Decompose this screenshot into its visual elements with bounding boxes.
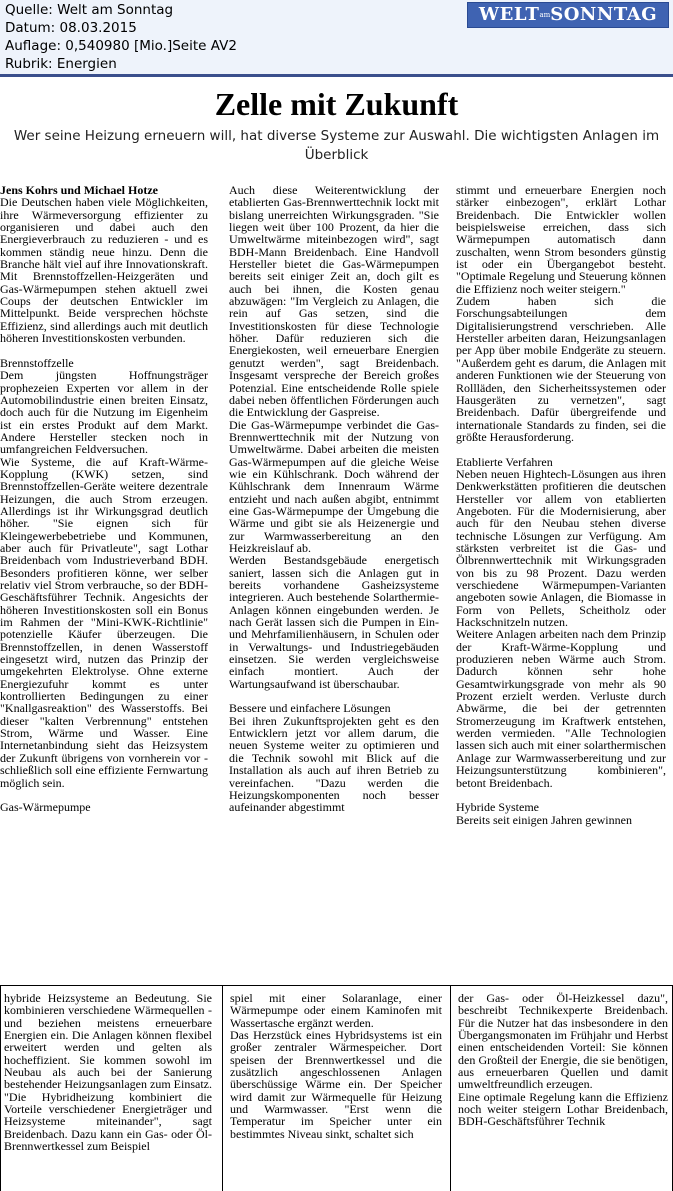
- column-divider: [450, 985, 451, 1191]
- paragraph: spiel mit einer Solaranlage, einer Wärmepumpe oder einem Kaminofen mit Wassertasche ergänzt werden.: [230, 992, 442, 1030]
- paragraph: Werden Bestandsgebäude energetisch saniert, lassen sich die Anlagen gut in bereits vorhandene Gasheizsysteme integrieren. Auch bestehende Solarthermie-Anlagen können eingebunden werden. Je nach Gerät lassen sich die Pumpen in Ein- und Mehrfamilienhäusern, in Schulen oder in Verwaltungs- und Industriegebäuden einsetzen. Sie werden vergleichsweise einfach montiert. Auch der Wartungsaufwand ist überschaubar.: [229, 553, 439, 691]
- section-heading: Brennstoffzelle: [0, 355, 74, 370]
- paragraph: Bei ihren Zukunftsprojekten geht es den Entwicklern jetzt vor allem darum, die neuen Systeme weiter zu optimieren und die Technik sowohl mit Blick auf die Installation als auch auf ihren Betrieb zu vereinfachen. "Dazu werden die Heizungskomponenten noch besser aufeinander abgestimmt: [229, 713, 439, 815]
- logo-word-welt: WELT: [478, 4, 540, 25]
- paragraph: Dem jüngsten Hoffnungsträger prophezeien Experten vor allem in der Automobilindustrie einen breiten Einsatz, doch auch für die Nutzung im Eigenheim ist ein erstes Produkt auf dem Markt. Andere Hersteller stecken noch in umfangreichen Feldversuchen.: [0, 368, 208, 457]
- continuation-column-2: [230, 992, 442, 1191]
- logo-word-sonntag: SONNTAG: [550, 4, 658, 25]
- source-line: Quelle: Welt am Sonntag: [5, 2, 174, 18]
- article-column-3: [456, 184, 666, 976]
- date-line: Datum: 08.03.2015: [5, 20, 137, 36]
- section-heading: Bessere und einfachere Lösungen: [229, 701, 391, 716]
- paragraph: Die Deutschen haben viele Möglichkeiten, ihre Wärmeversorgung effizienter zu organisieren und dabei auch den Energieverbrauch zu reduzieren - und es kommen ständig neue hinzu. Denn die Branche hält viel auf ihre Innovationskraft. Mit Brennstoffzellen-Heizgeräten und Gas-Wärmepumpen stehen aktuell zwei Coups der deutschen Entwickler im Mittelpunkt. Beide versprechen höchste Effizienz, sind allerdings auch mit deutlich höheren Investitionskosten verbunden.: [0, 195, 208, 346]
- header-rule: [0, 74, 673, 77]
- circulation-line: Auflage: 0,540980 [Mio.]Seite AV2: [5, 38, 237, 54]
- paragraph: Zudem haben sich die Forschungsabteilungen dem Digitalisierungstrend verschrieben. Alle Hersteller arbeiten daran, Heizungsanlagen per App über mobile Endgeräte zu steuern. "Außerdem geht es darum, die Anlagen mit anderen Funktionen wie der Steuerung von Rollläden, den Sicherheitssystemen oder Hausgeräten zu vernetzen", sagt Breidenbach. Dafür übergreifende und internationale Standards zu finden, sei die größte Herausforderung.: [456, 294, 666, 444]
- continuation-column-3: [458, 992, 668, 1191]
- paragraph: Die Gas-Wärmepumpe verbindet die Gas-Brennwerttechnik mit der Nutzung von Umweltwärme. Dabei arbeiten die meisten Gas-Wärmepumpen auf die gleiche Weise wie ein Kühlschrank. Doch während der Kühlschrank dem Innenraum Wärme entzieht und nach außen abgibt, entnimmt eine Gas-Wärmepumpe der Umgebung die Wärme und gibt sie als Heizenergie und zur Warmwasserbereitung an den Heizkreislauf ab.: [229, 417, 439, 555]
- publication-logo: [467, 2, 669, 28]
- paragraph: Bereits seit einigen Jahren gewinnen: [456, 812, 632, 827]
- paragraph: Das Herzstück eines Hybridsystems ist ein großer zentraler Wärmespeicher. Dort speisen der Brennwertkessel und die zusätzlich angeschlossenen Anlagen überschüssige Wärme ein. Der Speicher wird damit zur Wärmequelle für Heizung und Warmwasser. "Erst wenn die Temperatur im Speicher unter ein bestimmtes Niveau sinkt, schaltet sich: [230, 1028, 442, 1141]
- article-subheadline: Wer seine Heizung erneuern will, hat diverse Systeme zur Auswahl. Die wichtigsten Anlagen im Überblick: [13, 128, 660, 163]
- paragraph: hybride Heizsysteme an Bedeutung. Sie kombinieren verschiedene Wärmequellen - und beziehen meistens erneuerbare Energien ein. Die Anlagen können flexibel erweitert werden und gelten als hocheffizient. Sie kommen sowohl im Neubau als auch bei der Sanierung bestehender Heizungsanlagen zum Einsatz. "Die Hybridheizung kombiniert die Vorteile verschiedener Energieträger und Heizsysteme miteinander", sagt Breidenbach. Dazu kann ein Gas- oder Öl-Brennwertkessel zum Beispiel: [4, 992, 212, 1154]
- paragraph: stimmt und erneuerbare Energien noch stärker einbezogen", erklärt Lothar Breidenbach. Die Entwickler wollen beispielsweise erreichen, dass sich Wärmepumpen automatisch dann zuschalten, wenn Strom besonders günstig ist oder ein Übergangebot besteht. "Optimale Regelung und Steuerung können die Effizienz noch weiter steigern.": [456, 184, 666, 296]
- section-heading: Etablierte Verfahren: [456, 454, 553, 469]
- paragraph: der Gas- oder Öl-Heizkessel dazu", beschreibt Technikexperte Breidenbach. Für die Nutzer hat das insbesondere in den Übergangsmonaten im Frühjahr und Herbst einen entscheidenden Vorteil: Sie können den Großteil der Energie, die sie benötigen, aus erneuerbaren Quellen und damit umweltfreundlich erzeugen.: [458, 992, 668, 1092]
- paragraph: Neben neuen Hightech-Lösungen aus ihren Denkwerkstätten profitieren die deutschen Hersteller vor allem von etablierten Angeboten. Für die Modernisierung, aber auch für den Neubau stehen diverse technische Lösungen zur Verfügung. Am stärksten verbreitet ist die Gas- und Ölbrennwerttechnik mit Wirkungsgraden von bis zu 98 Prozent. Dazu werden verschiedene Wärmepumpen-Varianten angeboten sowie Anlagen, die Biomasse in Form von Pellets, Scheitholz oder Hackschnitzeln nutzen.: [456, 466, 666, 630]
- paragraph: Eine optimale Regelung kann die Effizienz noch weiter steigern Lothar Breidenbach, BDH-Geschäftsführer Technik: [458, 1089, 668, 1129]
- paragraph: Wie Systeme, die auf Kraft-Wärme-Kopplung (KWK) setzen, sind Brennstoffzellen-Geräte weitere dezentrale Heizungen, die auch Strom erzeugen. Allerdings ist ihr Wirkungsgrad deutlich höher. "Sie eignen sich für Kleingewerbebetriebe und Kommunen, aber auch für Privatleute", sagt Lothar Breidenbach vom Industrieverband BDH. Besonders profitieren könne, wer selber relativ viel Strom verbrauche, so der BDH-Geschäftsführer Technik. Angesichts der höheren Investitionskosten soll ein Bonus im Rahmen der "Mini-KWK-Richtlinie" potenzielle Käufer überzeugen. Die Brennstoffzellen, in denen Wasserstoff eingesetzt wird, nutzen das Prinzip der umgekehrten Elektrolyse. Ohne externe Energiezufuhr kommt es unter kontrollierten Bedingungen zu einer "Knallgasreaktion" des Wasserstoffs. Bei dieser "kalten Verbrennung" entstehen Strom, Wärme und Wasser. Eine Internetanbindung sieht das Heizsystem der Zukunft übrigens von vornherein vor - schließlich soll eine effiziente Fernwartung möglich sein.: [0, 454, 208, 790]
- paragraph: Auch diese Weiterentwicklung der etablierten Gas-Brennwerttechnik lockt mit bislang unerreichten Wirkungsgraden. "Sie liegen weit über 100 Prozent, da hier die Umweltwärme miteinbezogen wird", sagt BDH-Mann Breidenbach. Eine Handvoll Hersteller bietet die Gas-Wärmepumpen bereits seit einiger Zeit an, doch gilt es auch bei ihnen, die Kosten genau abzuwägen: "Im Vergleich zu Anlagen, die rein auf Gas setzen, sind die Investitionskosten für diese Technologie höher. Dafür reduzieren sich die Energiekosten, weil erneuerbare Energien genutzt werden", sagt Breidenbach. Insgesamt verspreche der Bereich großes Potenzial. Eine entscheidende Rolle spiele dabei neben öffentlichen Förderungen auch die Entwicklung der Gaspreise.: [229, 184, 439, 420]
- continuation-column-1: [4, 992, 212, 1191]
- section-line: Rubrik: Energien: [5, 56, 117, 72]
- paragraph: Weitere Anlagen arbeiten nach dem Prinzip der Kraft-Wärme-Kopplung und produzieren neben Wärme auch Strom. Dadurch können sehr hohe Gesamtwirkungsgrade von mehr als 90 Prozent erzielt werden. Verluste durch Abwärme, die bei der getrennten Stromerzeugung im Kraftwerk entstehen, werden vermieden. "Alle Technologien lassen sich auch mit einer solarthermischen Anlage zur Warmwasserbereitung und zur Heizungsunterstützung kombinieren", betont Breidenbach.: [456, 627, 666, 790]
- article-column-2: [229, 184, 439, 976]
- byline: Jens Kohrs und Michael Hotze: [0, 184, 158, 197]
- article-headline: Zelle mit Zukunft: [214, 86, 459, 122]
- section-heading: Gas-Wärmepumpe: [0, 800, 91, 815]
- section-heading: Hybride Systeme: [456, 800, 539, 815]
- column-divider: [222, 985, 223, 1191]
- article-column-1: [0, 184, 208, 976]
- logo-word-am: am: [539, 11, 551, 19]
